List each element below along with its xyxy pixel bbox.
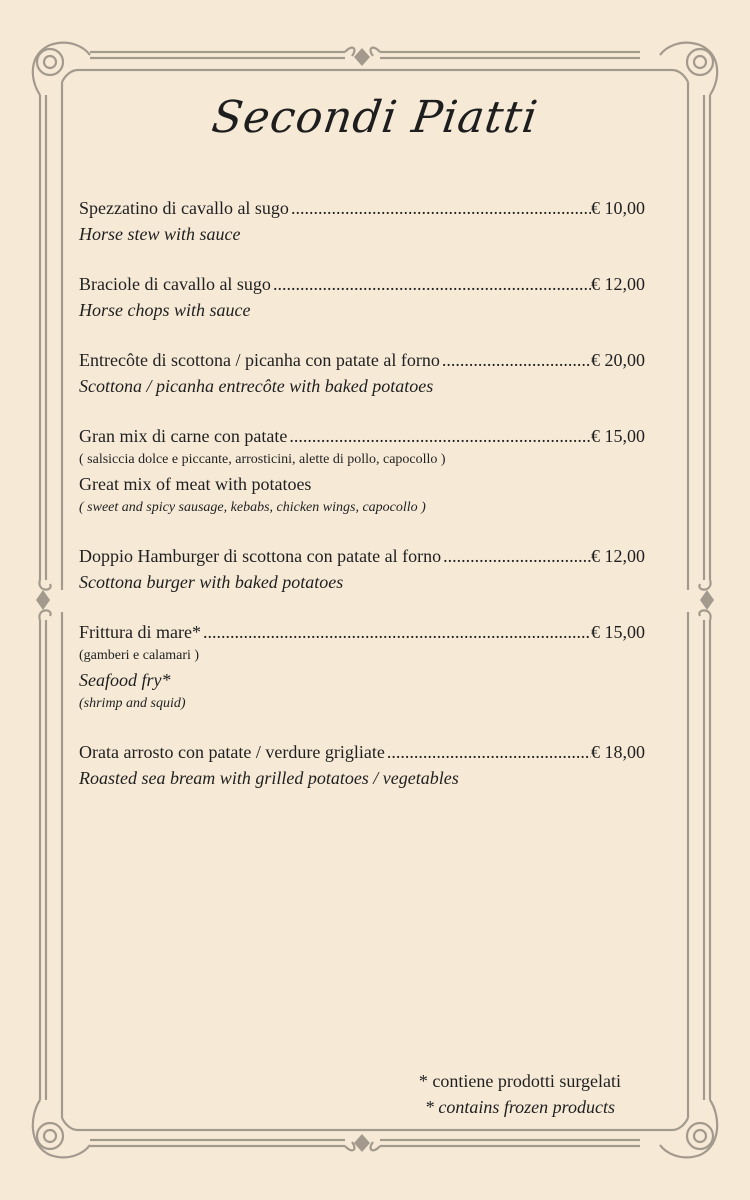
menu-item [79, 196, 645, 247]
dish-translation: Great mix of meat with potatoes [79, 474, 312, 494]
dish-price: € 12,00 [591, 546, 645, 566]
dot-leader [385, 740, 591, 765]
dish-price: € 20,00 [591, 350, 645, 370]
menu-item [79, 424, 645, 519]
dot-leader [271, 272, 591, 297]
menu-item [79, 740, 645, 791]
dish-name: Frittura di mare* [79, 622, 201, 642]
dot-leader [289, 196, 591, 221]
menu-list [79, 196, 645, 816]
menu-item-line [79, 272, 645, 297]
dish-translation: Roasted sea bream with grilled potatoes / vegetables [79, 768, 459, 788]
dish-translation: Scottona / picanha entrecôte with baked potatoes [79, 376, 434, 396]
dot-leader [201, 620, 591, 645]
dish-translation-detail: ( sweet and spicy sausage, kebabs, chicken wings, capocollo ) [79, 500, 426, 515]
dish-price: € 15,00 [591, 622, 645, 642]
menu-item [79, 620, 645, 715]
dish-name: Braciole di cavallo al sugo [79, 274, 271, 294]
dish-translation: Horse chops with sauce [79, 300, 251, 320]
footnote [419, 1068, 621, 1120]
menu-item-line [79, 424, 645, 449]
dish-name: Entrecôte di scottona / picanha con patate al forno [79, 350, 440, 370]
dish-detail: ( salsiccia dolce e piccante, arrosticini, alette di pollo, capocollo ) [79, 452, 446, 467]
menu-item-line [79, 348, 645, 373]
menu-item-line [79, 544, 645, 569]
dish-translation-detail: (shrimp and squid) [79, 696, 186, 711]
menu-item [79, 544, 645, 595]
dot-leader [287, 424, 591, 449]
dish-price: € 10,00 [591, 198, 645, 218]
menu-item [79, 272, 645, 323]
menu-item-line [79, 620, 645, 645]
menu-item-line [79, 740, 645, 765]
dot-leader [440, 348, 591, 373]
dish-price: € 18,00 [591, 742, 645, 762]
dish-name: Spezzatino di cavallo al sugo [79, 198, 289, 218]
dish-detail: (gamberi e calamari ) [79, 648, 200, 663]
dish-translation: Seafood fry* [79, 670, 171, 690]
page-title: Secondi Piatti [208, 92, 542, 143]
menu-item-line [79, 196, 645, 221]
dish-name: Doppio Hamburger di scottona con patate al forno [79, 546, 442, 566]
footnote-english: * contains frozen products [424, 1097, 616, 1117]
footnote-italian: * contiene prodotti surgelati [418, 1071, 621, 1091]
dish-translation: Horse stew with sauce [79, 224, 241, 244]
dish-name: Orata arrosto con patate / verdure grigliate [79, 742, 385, 762]
dot-leader [441, 544, 591, 569]
dish-price: € 15,00 [591, 426, 645, 446]
dish-translation: Scottona burger with baked potatoes [79, 572, 344, 592]
menu-item [79, 348, 645, 399]
dish-price: € 12,00 [591, 274, 645, 294]
dish-name: Gran mix di carne con patate [79, 426, 288, 446]
